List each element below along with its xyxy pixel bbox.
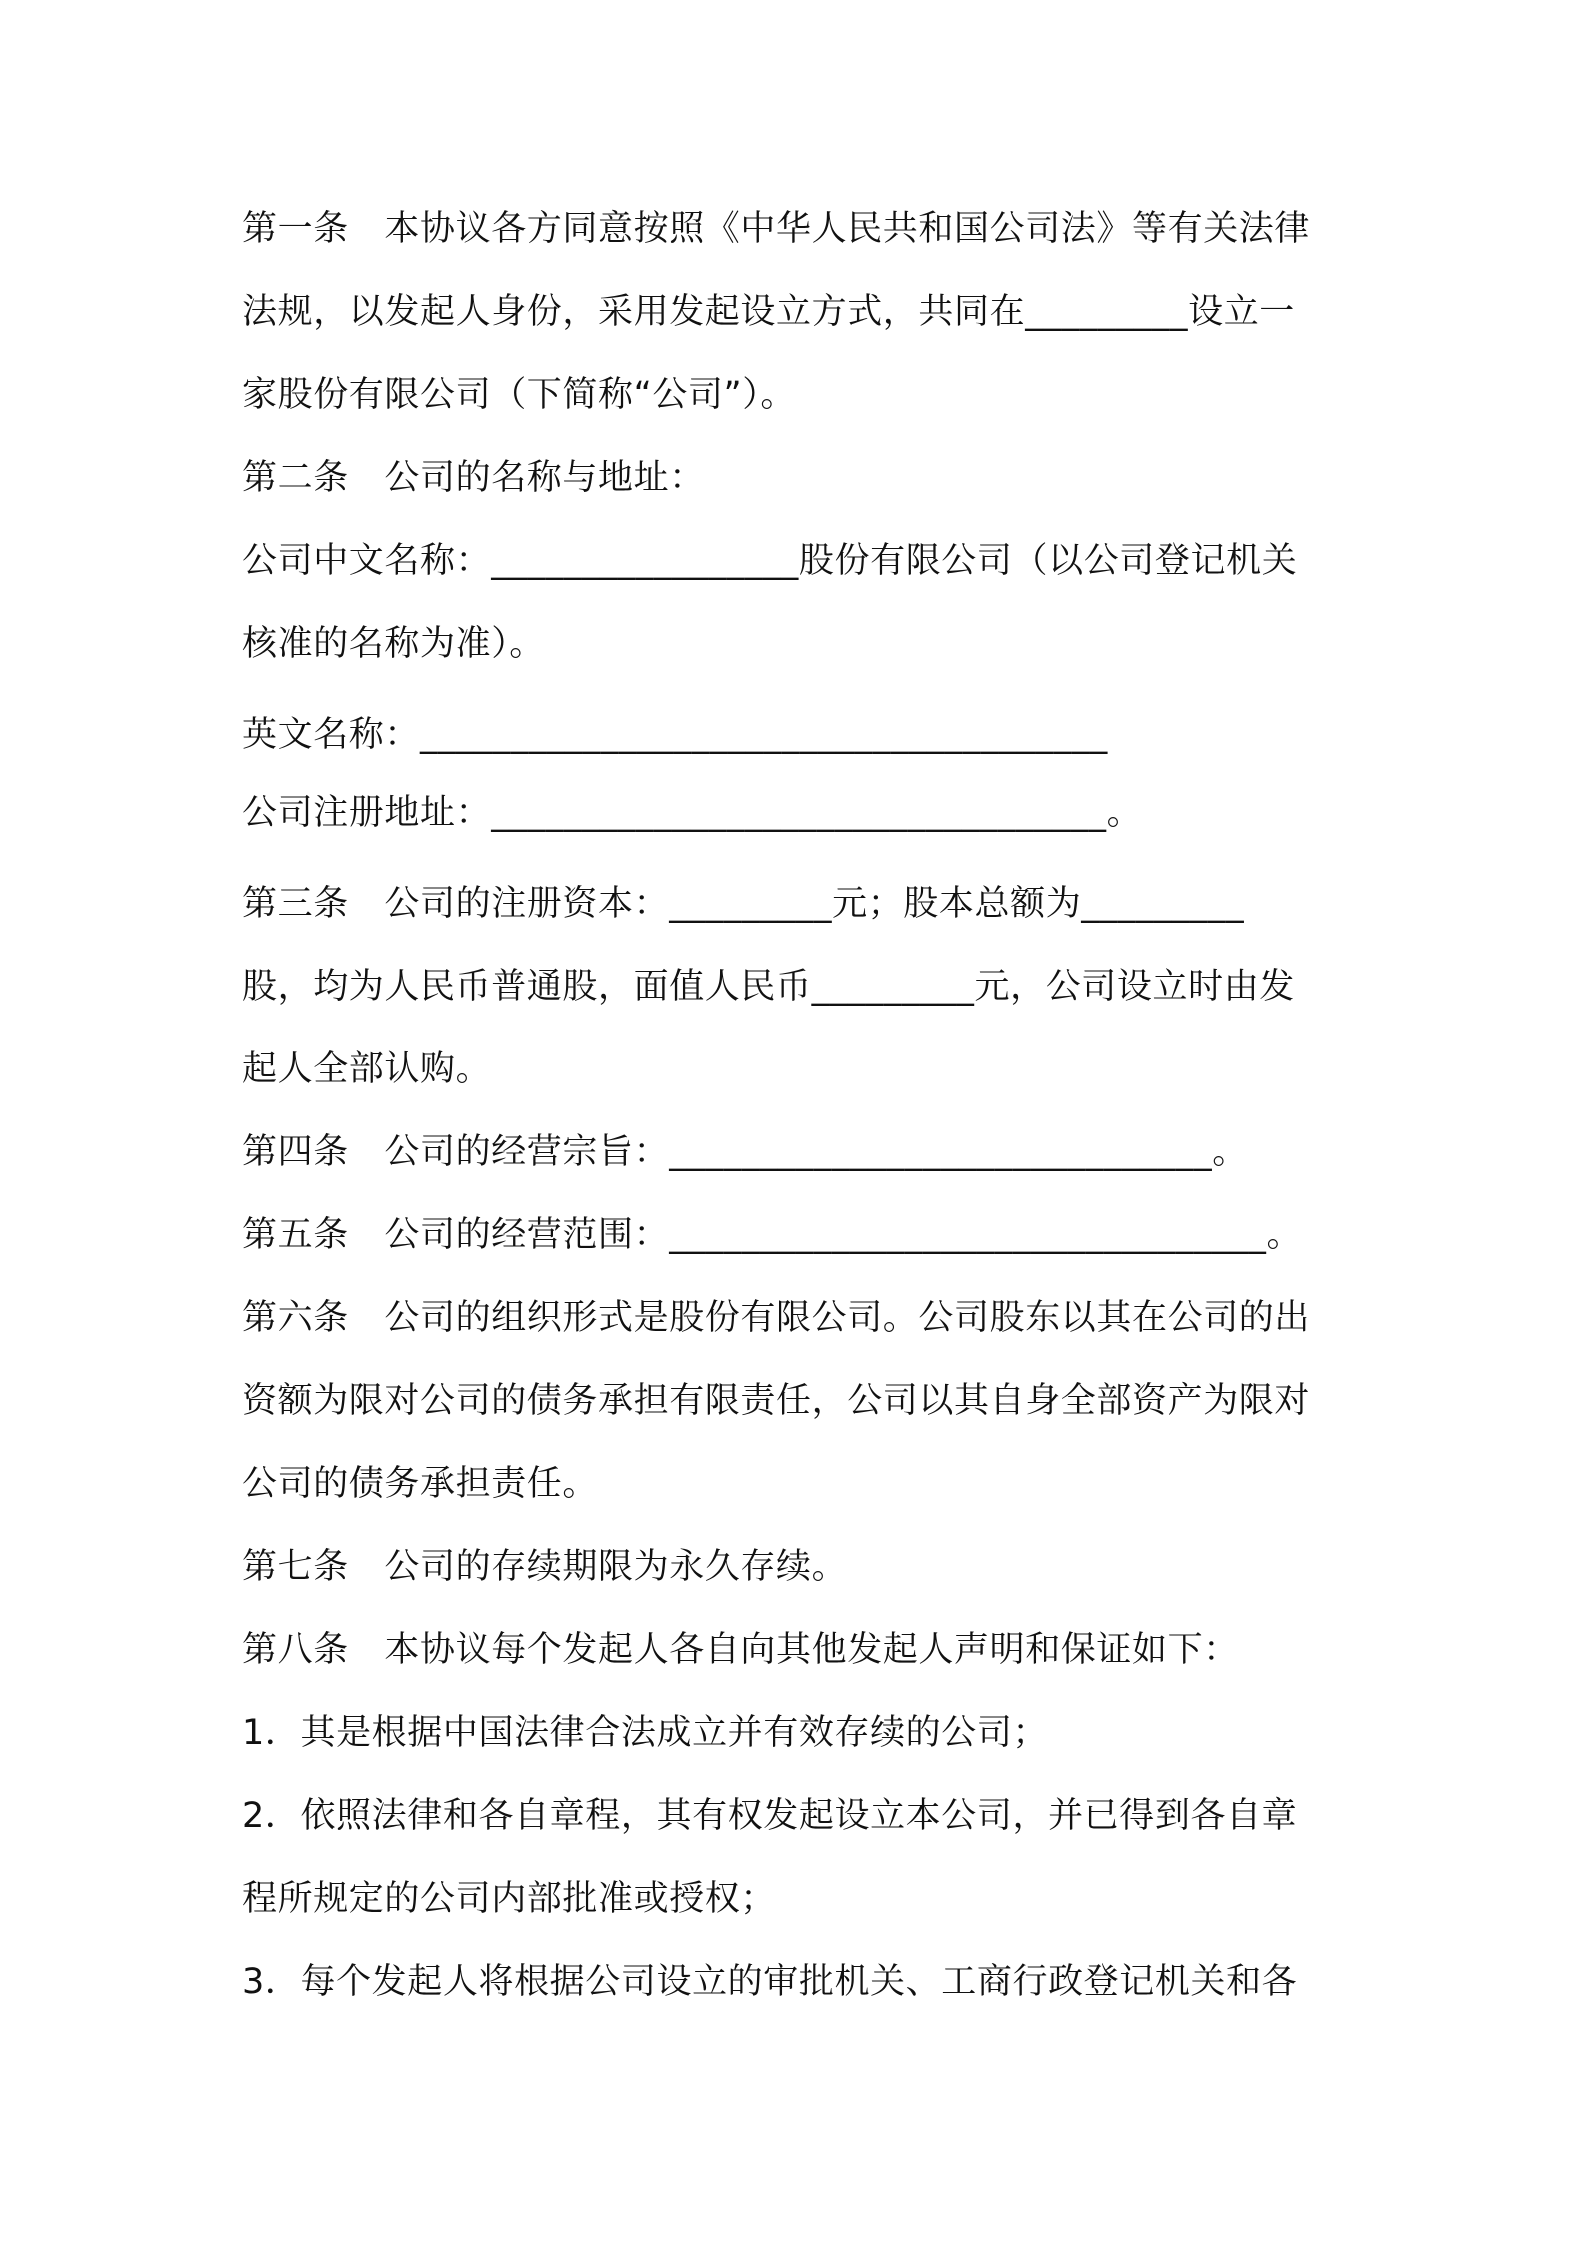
article-1-line-2: 法规，以发起人身份，采用发起设立方式，共同在_________设立一: [242, 292, 1295, 332]
company-chinese-name-line-1: 公司中文名称：_________________股份有限公司（以公司登记机关: [242, 541, 1298, 581]
article-7-line: 第七条 公司的存续期限为永久存续。: [242, 1547, 848, 1587]
article-5-line: 第五条 公司的经营范围：_________________________________。: [242, 1215, 1303, 1255]
article-8-item-2-line-2: 程所规定的公司内部批准或授权；: [242, 1879, 777, 1919]
article-3-line-3: 起人全部认购。: [242, 1049, 492, 1089]
article-8-heading: 第八条 本协议每个发起人各自向其他发起人声明和保证如下：: [242, 1630, 1239, 1670]
article-6-line-2: 资额为限对公司的债务承担有限责任，公司以其自身全部资产为限对: [242, 1381, 1311, 1421]
article-3-line-1: 第三条 公司的注册资本：_________元；股本总额为_________: [242, 884, 1245, 924]
article-6-line-1: 第六条 公司的组织形式是股份有限公司。公司股东以其在公司的出: [242, 1298, 1311, 1338]
article-1-line-3: 家股份有限公司（下简称“公司”）。: [242, 375, 796, 415]
company-chinese-name-line-2: 核准的名称为准）。: [242, 624, 545, 664]
article-6-line-3: 公司的债务承担责任。: [242, 1464, 599, 1504]
article-1-line-1: 第一条 本协议各方同意按照《中华人民共和国公司法》等有关法律: [242, 209, 1311, 249]
english-name-line: 英文名称：______________________________________: [242, 715, 1108, 755]
article-8-item-1: 1．其是根据中国法律合法成立并有效存续的公司；: [242, 1713, 1049, 1753]
article-8-item-3-line-1: 3．每个发起人将根据公司设立的审批机关、工商行政登记机关和各: [242, 1962, 1298, 2002]
article-3-line-2: 股，均为人民币普通股，面值人民币_________元，公司设立时由发: [242, 967, 1295, 1007]
registered-address-line: 公司注册地址：__________________________________。: [242, 793, 1143, 833]
article-8-item-2-line-1: 2．依照法律和各自章程，其有权发起设立本公司，并已得到各自章: [242, 1796, 1298, 1836]
article-2-heading: 第二条 公司的名称与地址：: [242, 458, 705, 498]
article-4-line: 第四条 公司的经营宗旨：______________________________。: [242, 1132, 1248, 1172]
